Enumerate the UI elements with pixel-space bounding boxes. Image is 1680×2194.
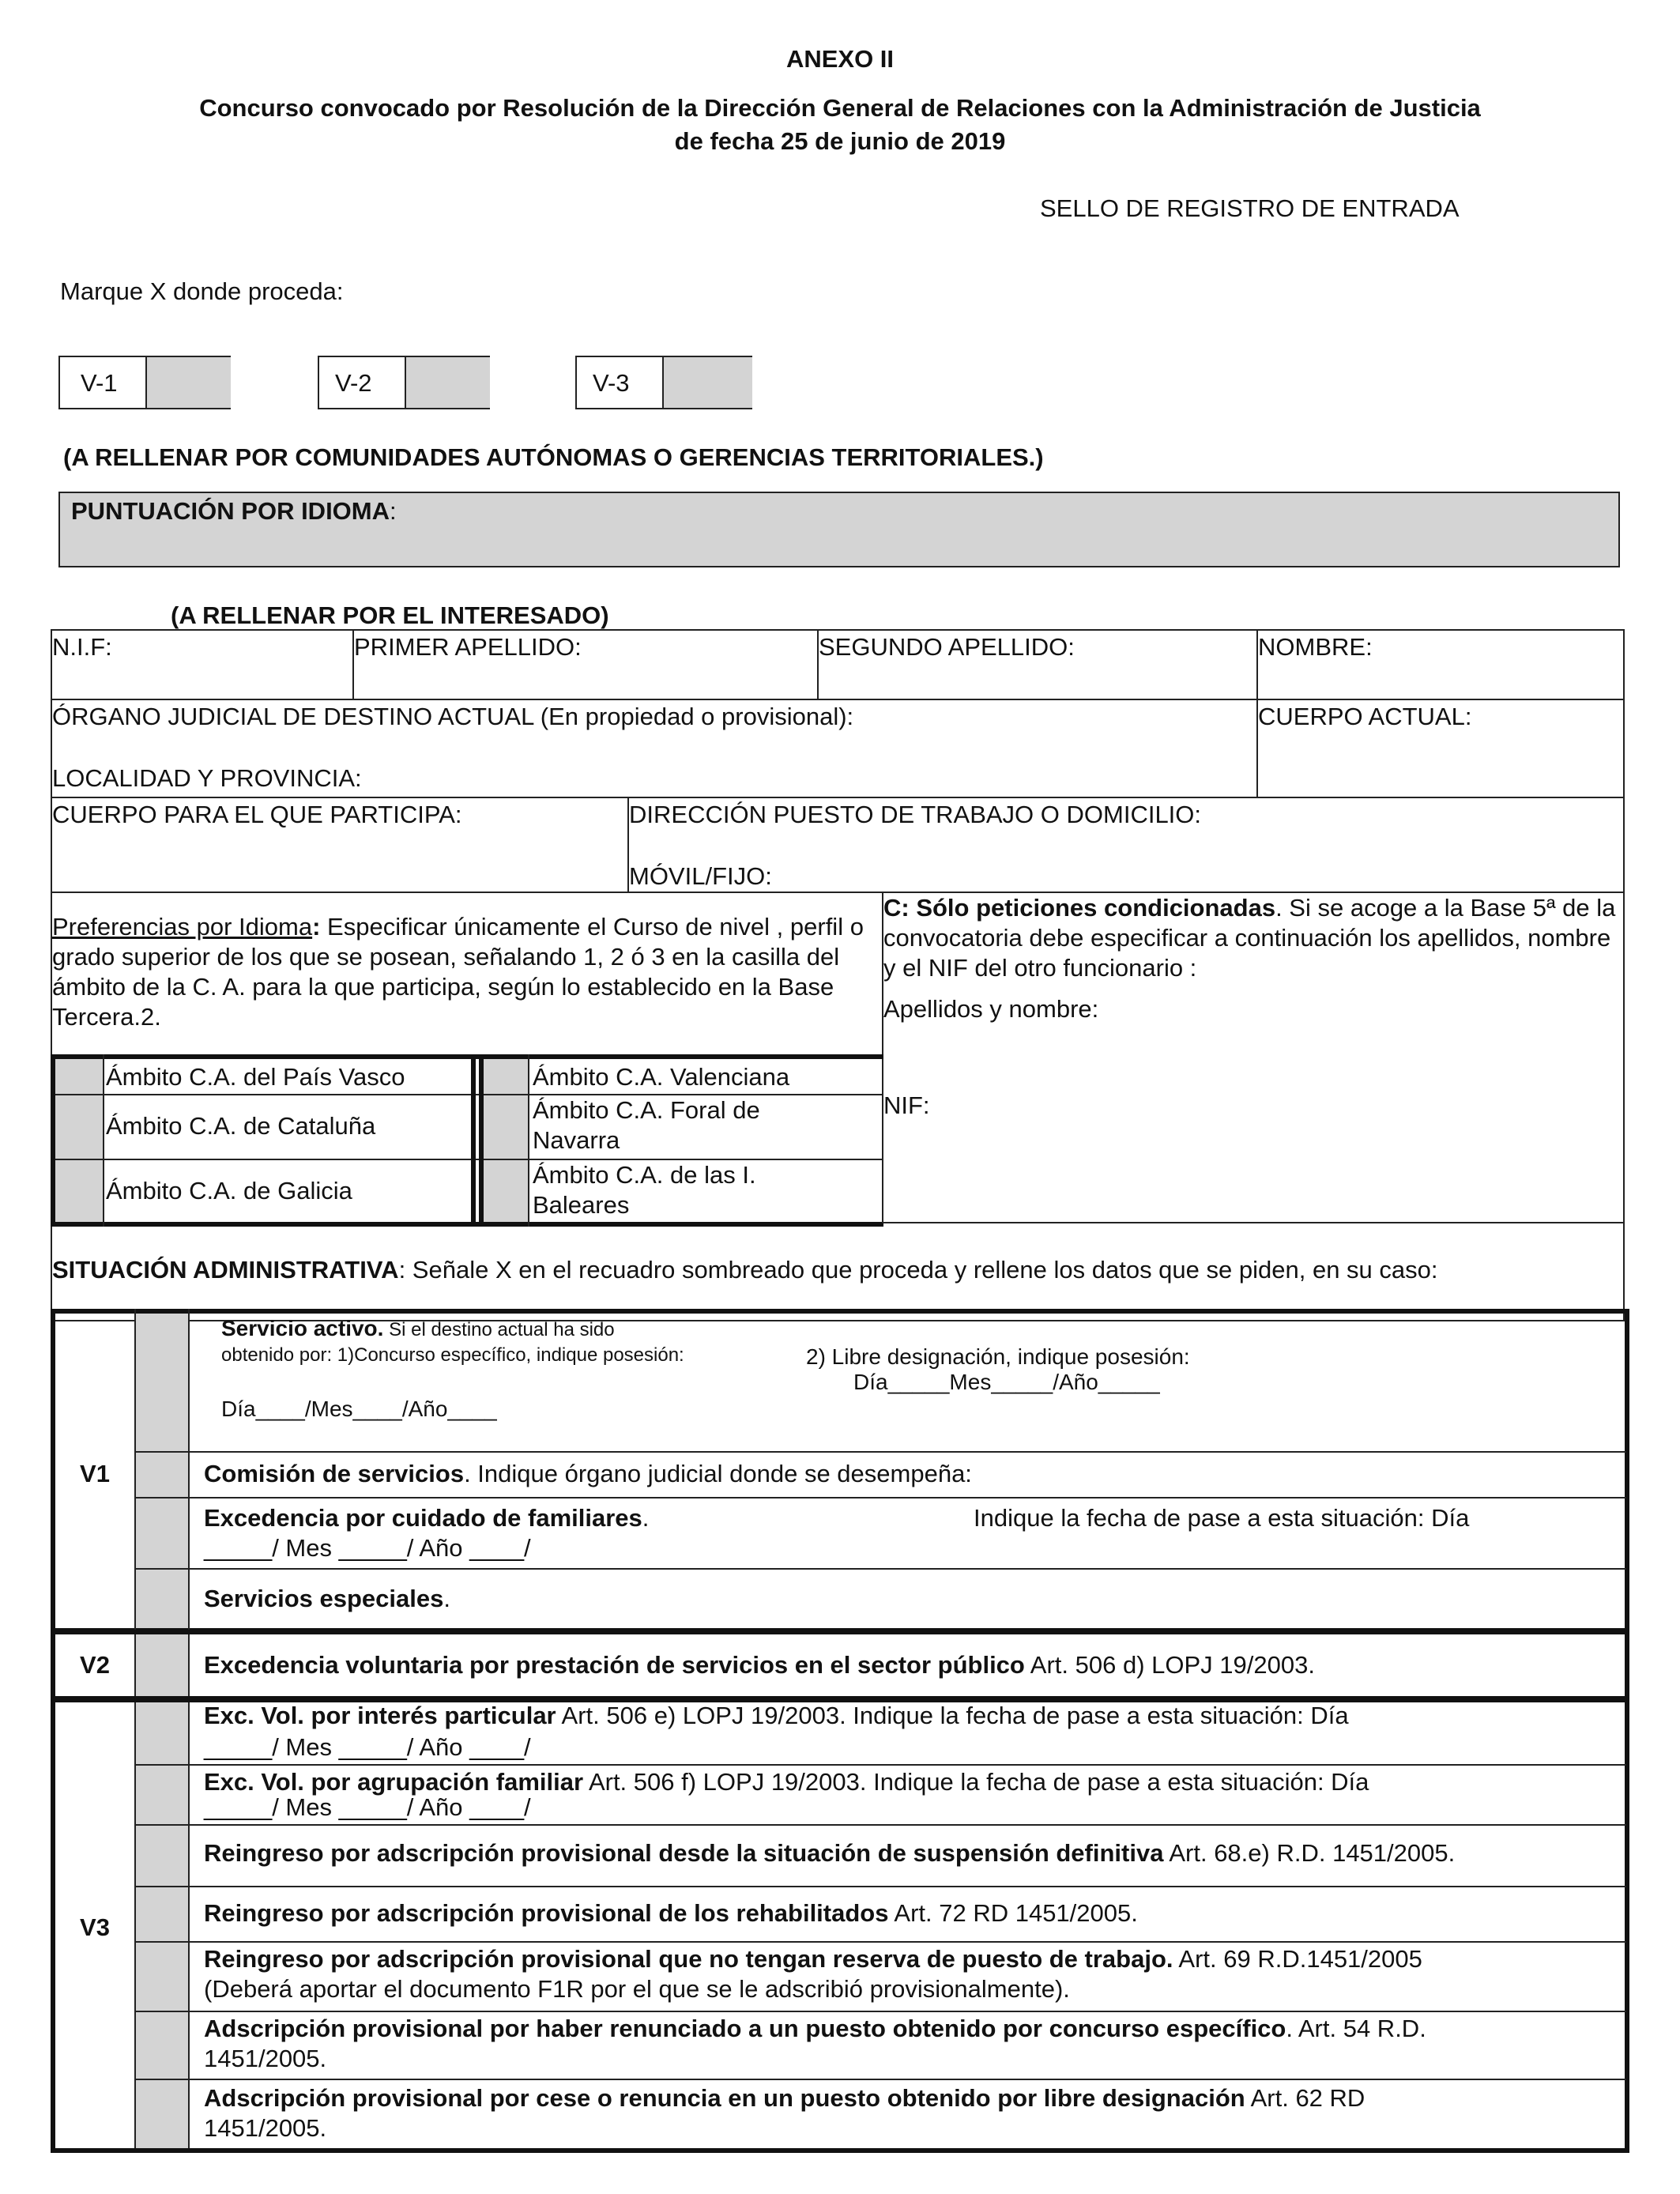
call-date: de fecha 25 de junio de 2019: [674, 127, 1006, 155]
language-score-box[interactable]: [58, 492, 1620, 567]
v3-checkbox-specific-contest[interactable]: [137, 2012, 186, 2079]
annex-title: ANEXO II: [785, 45, 895, 73]
mark-box-label: V-3: [593, 369, 630, 397]
row-divider: [882, 1222, 1625, 1223]
family-leave-date-blanks[interactable]: _____/ Mes _____/ Año ____/: [204, 1534, 531, 1562]
active-free-designation-date[interactable]: Día_____Mes_____/Año_____: [853, 1370, 1160, 1394]
region-grid-top: [51, 1054, 883, 1059]
row-divider: [134, 1451, 1626, 1453]
v2-article: Art. 506 d) LOPJ 19/2003.: [1024, 1651, 1315, 1679]
region-checkbox-navarra[interactable]: [484, 1095, 528, 1159]
active-service-line2: obtenido por: 1)Concurso específico, indique posesión:: [221, 1344, 684, 1366]
active-free-designation: 2) Libre designación, indique posesión:: [806, 1344, 1190, 1369]
address-field[interactable]: [629, 830, 1622, 857]
language-score-label: PUNTUACIÓN POR IDIOMA: [71, 497, 390, 525]
region-grid-bottom: [51, 1222, 883, 1227]
name-field[interactable]: [1258, 661, 1622, 697]
body-applying-label: CUERPO PARA EL QUE PARTICIPA:: [52, 801, 462, 828]
v3-row-text: Art. 62 RD: [1245, 2084, 1365, 2112]
name-label: NOMBRE:: [1258, 633, 1373, 661]
v3-row-note: 1451/2005.: [204, 2045, 327, 2072]
conditional-names-field[interactable]: [883, 1024, 1622, 1088]
region-checkbox-pais-vasco[interactable]: [55, 1059, 103, 1094]
v3-row-specific-contest: [204, 2014, 1623, 2044]
active-service-note: Si el destino actual ha sido: [383, 1319, 615, 1340]
v3-row-suspension: [204, 1838, 1623, 1868]
col-divider: [528, 1054, 529, 1227]
admin-situation-text: [52, 1255, 1438, 1285]
active-service-label: Servicio activo.: [221, 1316, 384, 1340]
v3-checkbox-free-designation[interactable]: [137, 2080, 186, 2148]
admin-situation-instructions: : Señale X en el recuadro sombreado que proceda y rellene los datos que se piden, en su caso:: [398, 1256, 1438, 1284]
first-surname-label: PRIMER APELLIDO:: [354, 633, 582, 661]
region-label-navarra: Ámbito C.A. Foral de Navarra: [533, 1096, 760, 1154]
mark-instruction: Marque X donde proceda:: [60, 277, 344, 305]
region-label-baleares: Ámbito C.A. de las I. Baleares: [533, 1161, 756, 1219]
current-body-field[interactable]: [1258, 732, 1622, 795]
ccaa-heading: (A RELLENAR POR COMUNIDADES AUTÓNOMAS O GERENCIAS TERRITORIALES.): [63, 443, 1044, 471]
language-prefs-label: Preferencias por Idioma: [52, 913, 313, 941]
v1-label: V1: [80, 1460, 110, 1487]
special-services-period: .: [443, 1585, 450, 1612]
v2-checkbox[interactable]: [137, 1634, 186, 1696]
language-prefs-text: [52, 912, 879, 1032]
mark-checkbox[interactable]: [405, 357, 490, 408]
v3-checkbox-family-group[interactable]: [137, 1766, 186, 1824]
mark-box-v1[interactable]: [58, 356, 231, 409]
v3-row-bold: Exc. Vol. por interés particular: [204, 1702, 556, 1729]
address-label: DIRECCIÓN PUESTO DE TRABAJO O DOMICILIO:: [629, 801, 1202, 828]
v3-checkbox-interest[interactable]: [137, 1702, 186, 1764]
first-surname-field[interactable]: [354, 661, 816, 697]
conditional-instructions: . Si se acoge a la Base 5ª de la convocatoria debe especificar a continuación los apellidos, nombre y el NIF del otro funcionario :: [883, 894, 1616, 982]
applicant-heading: (A RELLENAR POR EL INTERESADO): [171, 601, 609, 629]
row-divider: [51, 699, 1625, 700]
current-body-label: CUERPO ACTUAL:: [1258, 703, 1472, 730]
admin-situation-label: SITUACIÓN ADMINISTRATIVA: [52, 1256, 399, 1284]
row-divider: [134, 1941, 1626, 1943]
col-divider: [103, 1054, 104, 1227]
second-surname-label: SEGUNDO APELLIDO:: [819, 633, 1075, 661]
row-divider: [134, 2011, 1626, 2012]
v3-row-text: Art. 72 RD 1451/2005.: [888, 1899, 1138, 1927]
v3-row-free-designation: [204, 2083, 1623, 2113]
conditional-nif-field[interactable]: [883, 1121, 1622, 1222]
region-checkbox-valenciana[interactable]: [484, 1059, 528, 1094]
active-service-line1: [221, 1315, 615, 1344]
mark-box-label: V-1: [81, 369, 118, 397]
v3-row-note: 1451/2005.: [204, 2114, 327, 2142]
region-checkbox-galicia[interactable]: [55, 1160, 103, 1222]
row-divider: [134, 1568, 1626, 1570]
v3-row-bold: Adscripción provisional por haber renunciado a un puesto obtenido por concurso específico: [204, 2015, 1286, 2042]
special-services-checkbox[interactable]: [137, 1571, 186, 1628]
call-title: Concurso convocado por Resolución de la Dirección General de Relaciones con la Administración de Justicia: [199, 94, 1481, 122]
v3-checkbox-no-reserve[interactable]: [137, 1943, 186, 2011]
locality-label: LOCALIDAD Y PROVINCIA:: [52, 764, 362, 792]
second-surname-field[interactable]: [819, 661, 1255, 697]
mark-box-v2[interactable]: [318, 356, 490, 409]
family-leave-period: .: [642, 1504, 650, 1532]
organ-field[interactable]: [52, 732, 1253, 762]
conditional-nif-label: NIF:: [883, 1091, 930, 1119]
v2-label: V2: [80, 1651, 110, 1679]
mark-box-v3[interactable]: [575, 356, 752, 409]
nif-field[interactable]: [52, 661, 351, 697]
special-services-label: Servicios especiales: [204, 1585, 444, 1612]
family-leave-date-label: Indique la fecha de pase a esta situación: Día: [974, 1504, 1470, 1532]
region-grid-edge: [471, 1054, 476, 1227]
commission-checkbox[interactable]: [137, 1454, 186, 1495]
mark-box-label: V-2: [335, 369, 372, 397]
v3-row-no-reserve: [204, 1944, 1623, 1974]
v3-row-bold: Exc. Vol. por agrupación familiar: [204, 1768, 584, 1796]
v2-bold: Excedencia voluntaria por prestación de servicios en el sector público: [204, 1651, 1025, 1679]
commission-text: [204, 1459, 972, 1489]
v3-row-bold: Reingreso por adscripción provisional de los rehabilitados: [204, 1899, 889, 1927]
v3-row-rehabilitated: [204, 1898, 1623, 1928]
v2-text: [204, 1650, 1315, 1680]
v3-row-bold: Adscripción provisional por cese o renuncia en un puesto obtenido por libre designación: [204, 2084, 1245, 2112]
active-service-checkbox[interactable]: [137, 1315, 186, 1449]
language-prefs-instructions: Especificar únicamente el Curso de nivel , perfil o grado superior de los que se posean, señalando 1, 2 ó 3 en la casilla del ámbito de la C. A. para la que participa, según lo establecido en la Base Tercera.2.: [52, 913, 864, 1031]
mark-checkbox[interactable]: [662, 357, 752, 408]
organ-label: ÓRGANO JUDICIAL DE DESTINO ACTUAL (En propiedad o provisional):: [52, 703, 854, 730]
family-leave-checkbox[interactable]: [137, 1500, 186, 1566]
conditional-text: [883, 893, 1623, 983]
v3-row-date-blanks[interactable]: _____/ Mes _____/ Año ____/: [204, 1793, 531, 1821]
conditional-names-label: Apellidos y nombre:: [883, 995, 1099, 1023]
region-label-cataluna: Ámbito C.A. de Cataluña: [106, 1112, 376, 1140]
language-score-colon: :: [390, 497, 397, 525]
v3-row-text: Art. 506 f) LOPJ 19/2003. Indique la fecha de pase a esta situación: Día: [583, 1768, 1369, 1796]
phone-label: MÓVIL/FIJO:: [629, 862, 772, 890]
special-services-text: [204, 1584, 450, 1614]
region-label-pais-vasco: Ámbito C.A. del País Vasco: [106, 1063, 405, 1091]
v3-checkbox-rehabilitated[interactable]: [137, 1887, 186, 1941]
row-divider: [134, 2079, 1626, 2080]
family-leave-label: Excedencia por cuidado de familiares: [204, 1504, 642, 1532]
mark-checkbox[interactable]: [145, 357, 231, 408]
nif-field-label: N.I.F:: [52, 633, 112, 661]
v3-row-bold: Reingreso por adscripción provisional que no tengan reserva de puesto de trabajo.: [204, 1945, 1173, 1973]
row-divider: [134, 1764, 1626, 1766]
v3-label: V3: [80, 1913, 110, 1941]
v3-row-text: . Art. 54 R.D.: [1286, 2015, 1426, 2042]
active-service-date[interactable]: Día____/Mes____/Año____: [221, 1397, 497, 1421]
language-prefs-colon: :: [312, 913, 321, 941]
v3-row-interest: [204, 1701, 1623, 1731]
registry-stamp-label: SELLO DE REGISTRO DE ENTRADA: [1040, 194, 1460, 222]
row-divider: [134, 1497, 1626, 1498]
region-checkbox-baleares[interactable]: [484, 1160, 528, 1222]
v3-row-text: Art. 68.e) R.D. 1451/2005.: [1163, 1839, 1456, 1867]
v3-checkbox-suspension[interactable]: [137, 1826, 186, 1886]
v3-row-text: Art. 69 R.D.1451/2005: [1173, 1945, 1422, 1973]
v3-row-date-blanks[interactable]: _____/ Mes _____/ Año ____/: [204, 1733, 531, 1761]
body-applying-field[interactable]: [52, 830, 626, 888]
v3-row-bold: Reingreso por adscripción provisional desde la situación de suspensión definitiva: [204, 1839, 1164, 1867]
commission-label: Comisión de servicios: [204, 1460, 465, 1487]
region-label-galicia: Ámbito C.A. de Galicia: [106, 1177, 352, 1204]
family-leave-text: [204, 1503, 649, 1533]
commission-instructions: . Indique órgano judicial donde se desempeña:: [464, 1460, 972, 1487]
region-checkbox-cataluna[interactable]: [55, 1095, 103, 1159]
row-divider: [134, 1886, 1626, 1887]
region-label-valenciana: Ámbito C.A. Valenciana: [533, 1063, 790, 1091]
v3-row-note: (Deberá aportar el documento F1R por el que se le adscribió provisionalmente).: [204, 1975, 1070, 2003]
conditional-label: C: Sólo peticiones condicionadas: [883, 894, 1276, 922]
row-divider: [51, 797, 1625, 798]
row-divider: [134, 1824, 1626, 1826]
v3-row-text: Art. 506 e) LOPJ 19/2003. Indique la fecha de pase a esta situación: Día: [556, 1702, 1349, 1729]
